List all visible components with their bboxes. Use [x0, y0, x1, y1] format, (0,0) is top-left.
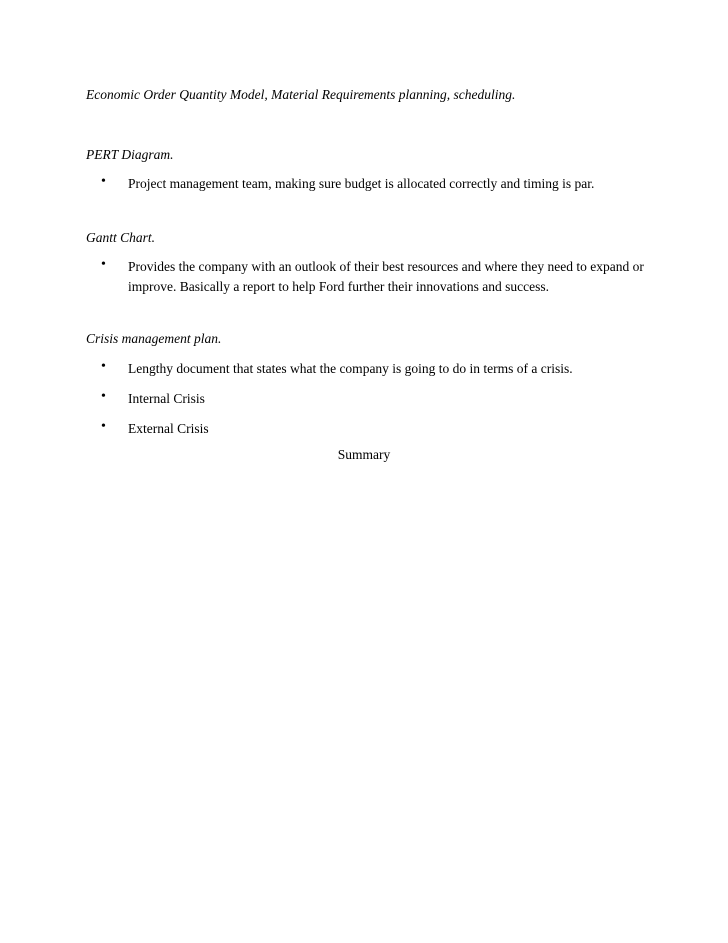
bullet-icon: •: [101, 174, 106, 189]
list-item-text: Lengthy document that states what the company is going to do in terms of a crisis.: [128, 361, 573, 376]
list-item-text: Internal Crisis: [128, 391, 205, 406]
heading-crisis: Crisis management plan.: [86, 331, 222, 346]
heading-eoq: Economic Order Quantity Model, Material Requirements planning, scheduling.: [86, 87, 516, 102]
summary-heading: Summary: [337, 447, 391, 462]
list-item-text: Project management team, making sure budget is allocated correctly and timing is par.: [128, 176, 595, 191]
bullet-icon: •: [101, 389, 106, 404]
bullet-icon: •: [101, 419, 106, 434]
bullet-icon: •: [101, 359, 106, 374]
heading-pert: PERT Diagram.: [86, 147, 174, 162]
list-item-text: External Crisis: [128, 421, 209, 436]
heading-gantt: Gantt Chart.: [86, 230, 156, 245]
list-item-text: Provides the company with an outlook of their best resources and where they need to expand or improve. Basically a report to help Ford further their innovations and success.: [128, 259, 644, 294]
bullet-icon: •: [101, 257, 106, 272]
